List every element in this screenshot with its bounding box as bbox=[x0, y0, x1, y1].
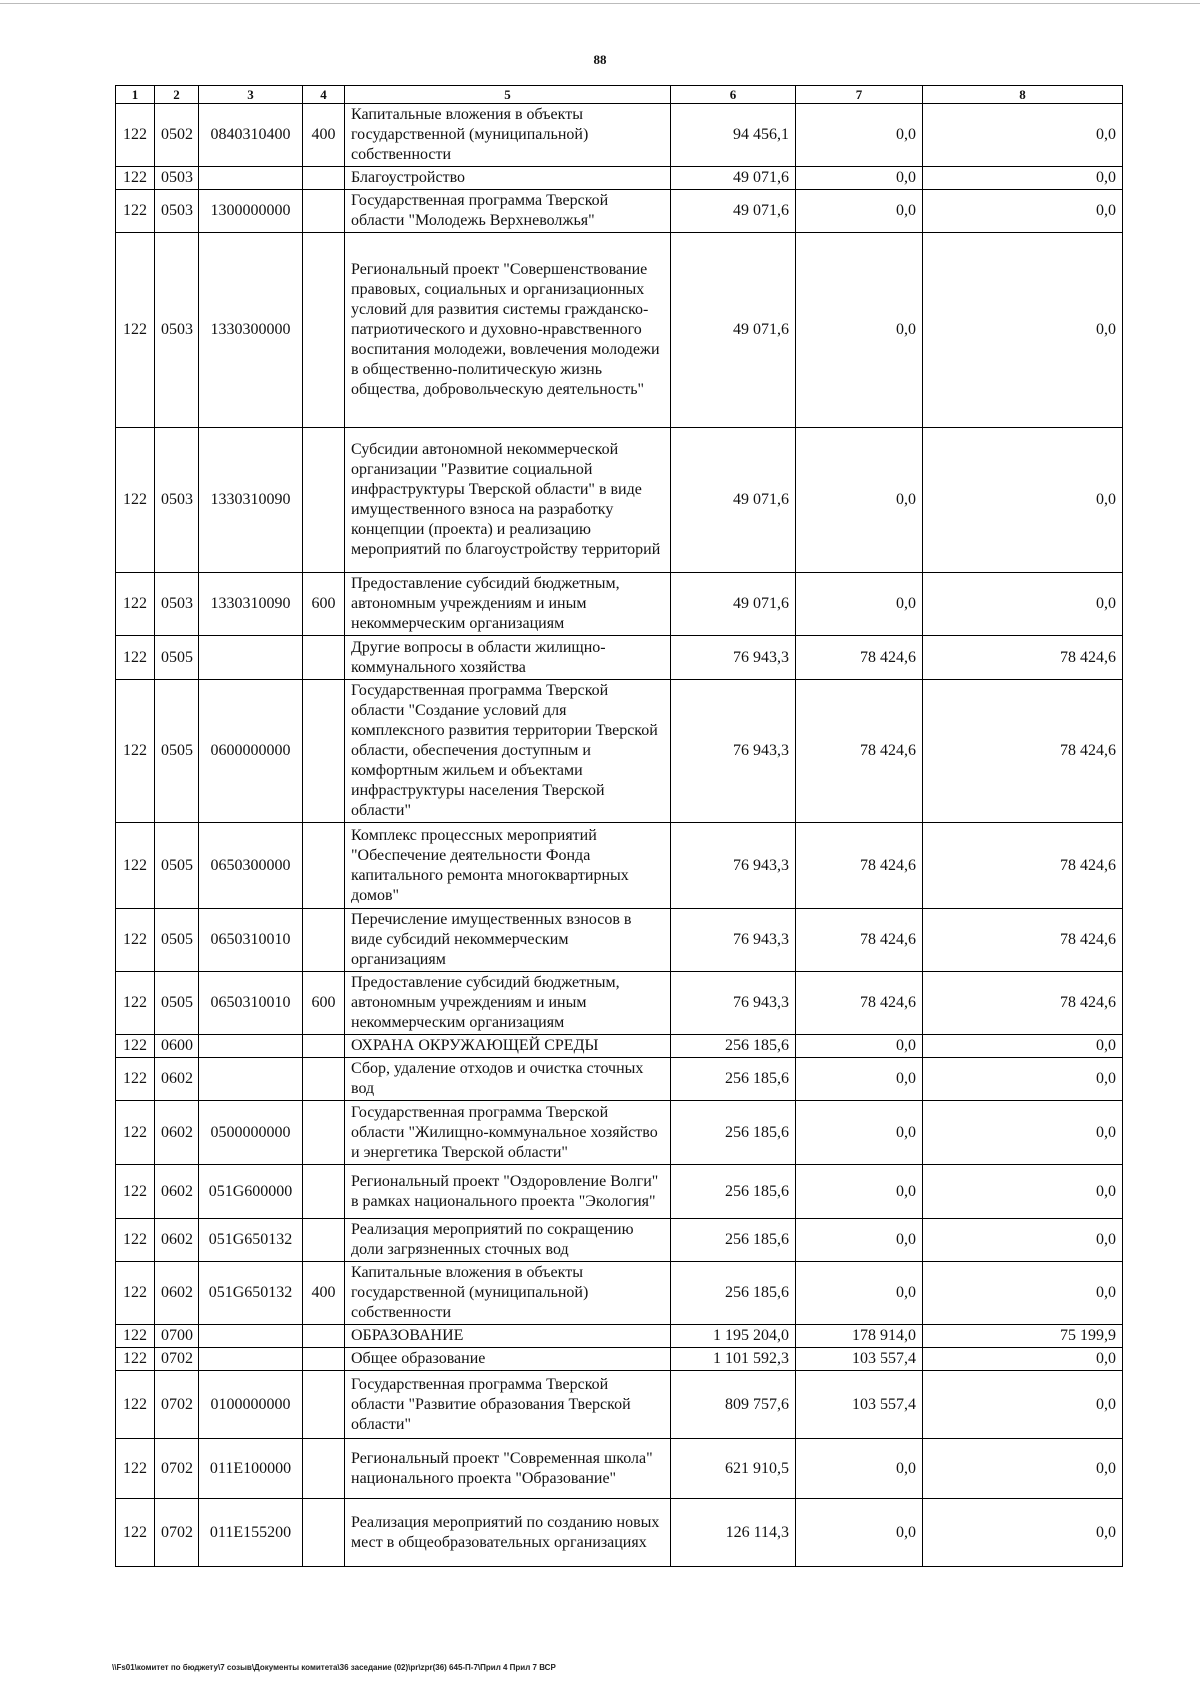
amount-col6-cell: 256 185,6 bbox=[671, 1165, 796, 1219]
item-name-cell: Региональный проект "Совершенствование правовых, социальных и организационных условий для развития системы гражданско-патриотического и духовно-нравственного воспитания молодежи, вовлечения молодежи в общественно-политическую жизнь общества, добровольческую деятельность" bbox=[345, 233, 671, 428]
amount-col7-cell: 0,0 bbox=[796, 1101, 923, 1165]
target-article-cell bbox=[199, 1348, 303, 1371]
amount-col8-cell: 0,0 bbox=[923, 167, 1123, 190]
target-article-cell bbox=[199, 1035, 303, 1058]
expense-type-cell bbox=[303, 1035, 345, 1058]
section-code-cell: 0503 bbox=[155, 233, 199, 428]
amount-col6-cell: 49 071,6 bbox=[671, 233, 796, 428]
target-article-cell: 0650310010 bbox=[199, 972, 303, 1035]
expense-type-cell bbox=[303, 1348, 345, 1371]
amount-col7-cell: 0,0 bbox=[796, 1165, 923, 1219]
section-code-cell: 0602 bbox=[155, 1219, 199, 1262]
amount-col8-cell: 0,0 bbox=[923, 233, 1123, 428]
amount-col7-cell: 78 424,6 bbox=[796, 909, 923, 972]
amount-col6-cell: 621 910,5 bbox=[671, 1439, 796, 1499]
amount-col8-cell: 78 424,6 bbox=[923, 909, 1123, 972]
page-number: 88 bbox=[593, 52, 607, 67]
table-row bbox=[116, 636, 1123, 680]
expense-type-cell: 400 bbox=[303, 104, 345, 167]
amount-col7-cell: 0,0 bbox=[796, 1499, 923, 1567]
item-name-cell: Государственная программа Тверской области "Молодежь Верхневолжья" bbox=[345, 190, 671, 233]
admin-code-cell: 122 bbox=[116, 233, 155, 428]
amount-col7-cell: 78 424,6 bbox=[796, 680, 923, 823]
amount-col6-cell: 49 071,6 bbox=[671, 428, 796, 573]
admin-code-cell: 122 bbox=[116, 1101, 155, 1165]
item-name-cell: Капитальные вложения в объекты государственной (муниципальной) собственности bbox=[345, 104, 671, 167]
section-code-cell: 0700 bbox=[155, 1325, 199, 1348]
admin-code-cell: 122 bbox=[116, 1371, 155, 1439]
amount-col6-cell: 256 185,6 bbox=[671, 1262, 796, 1325]
column-header: 3 bbox=[199, 86, 303, 104]
expense-type-cell: 600 bbox=[303, 972, 345, 1035]
admin-code-cell: 122 bbox=[116, 680, 155, 823]
column-header: 2 bbox=[155, 86, 199, 104]
table-row bbox=[116, 1101, 1123, 1165]
section-code-cell: 0502 bbox=[155, 104, 199, 167]
item-name-cell: Комплекс процессных мероприятий "Обеспечение деятельности Фонда капитального ремонта многоквартирных домов" bbox=[345, 823, 671, 909]
amount-col8-cell: 0,0 bbox=[923, 1499, 1123, 1567]
table-row bbox=[116, 972, 1123, 1035]
expense-type-cell bbox=[303, 233, 345, 428]
amount-col8-cell: 0,0 bbox=[923, 1219, 1123, 1262]
item-name-cell: Предоставление субсидий бюджетным, автономным учреждениям и иным некоммерческим организациям bbox=[345, 573, 671, 636]
item-name-cell: Предоставление субсидий бюджетным, автономным учреждениям и иным некоммерческим организациям bbox=[345, 972, 671, 1035]
amount-col8-cell: 0,0 bbox=[923, 428, 1123, 573]
amount-col7-cell: 0,0 bbox=[796, 1262, 923, 1325]
amount-col7-cell: 0,0 bbox=[796, 190, 923, 233]
budget-table bbox=[115, 85, 1123, 1567]
amount-col8-cell: 78 424,6 bbox=[923, 823, 1123, 909]
target-article-cell: 051G650132 bbox=[199, 1219, 303, 1262]
section-code-cell: 0505 bbox=[155, 680, 199, 823]
table-row bbox=[116, 1262, 1123, 1325]
amount-col6-cell: 76 943,3 bbox=[671, 909, 796, 972]
admin-code-cell: 122 bbox=[116, 1262, 155, 1325]
item-name-cell: Государственная программа Тверской области "Развитие образования Тверской области" bbox=[345, 1371, 671, 1439]
target-article-cell: 1330300000 bbox=[199, 233, 303, 428]
section-code-cell: 0702 bbox=[155, 1348, 199, 1371]
amount-col8-cell: 78 424,6 bbox=[923, 972, 1123, 1035]
amount-col7-cell: 103 557,4 bbox=[796, 1348, 923, 1371]
expense-type-cell bbox=[303, 167, 345, 190]
amount-col8-cell: 0,0 bbox=[923, 1439, 1123, 1499]
amount-col6-cell: 1 195 204,0 bbox=[671, 1325, 796, 1348]
amount-col8-cell: 0,0 bbox=[923, 190, 1123, 233]
file-path-footer: \\Fs01\комитет по бюджету\7 созыв\Документы комитета\36 заседание (02)\pr\zpr(36) 645-П-7\Прил 4 Прил 7 ВСР bbox=[112, 1663, 556, 1672]
section-code-cell: 0602 bbox=[155, 1058, 199, 1101]
amount-col7-cell: 0,0 bbox=[796, 573, 923, 636]
section-code-cell: 0505 bbox=[155, 823, 199, 909]
item-name-cell: Капитальные вложения в объекты государственной (муниципальной) собственности bbox=[345, 1262, 671, 1325]
amount-col7-cell: 0,0 bbox=[796, 1219, 923, 1262]
amount-col6-cell: 126 114,3 bbox=[671, 1499, 796, 1567]
expense-type-cell bbox=[303, 428, 345, 573]
admin-code-cell: 122 bbox=[116, 972, 155, 1035]
target-article-cell: 1330310090 bbox=[199, 573, 303, 636]
amount-col8-cell: 0,0 bbox=[923, 573, 1123, 636]
section-code-cell: 0503 bbox=[155, 428, 199, 573]
amount-col6-cell: 256 185,6 bbox=[671, 1058, 796, 1101]
expense-type-cell bbox=[303, 1219, 345, 1262]
column-header: 6 bbox=[671, 86, 796, 104]
amount-col7-cell: 0,0 bbox=[796, 104, 923, 167]
table-row bbox=[116, 428, 1123, 573]
item-name-cell: Государственная программа Тверской области "Создание условий для комплексного развития территории Тверской области, обеспечения доступным и комфортным жильем и объектами инфраструктуры населения Тверской области" bbox=[345, 680, 671, 823]
admin-code-cell: 122 bbox=[116, 1499, 155, 1567]
scan-top-rule bbox=[0, 3, 1200, 4]
expense-type-cell bbox=[303, 823, 345, 909]
admin-code-cell: 122 bbox=[116, 636, 155, 680]
amount-col6-cell: 809 757,6 bbox=[671, 1371, 796, 1439]
expense-type-cell bbox=[303, 1371, 345, 1439]
admin-code-cell: 122 bbox=[116, 1219, 155, 1262]
column-header: 4 bbox=[303, 86, 345, 104]
item-name-cell: Региональный проект "Оздоровление Волги" в рамках национального проекта "Экология" bbox=[345, 1165, 671, 1219]
amount-col6-cell: 1 101 592,3 bbox=[671, 1348, 796, 1371]
amount-col8-cell: 0,0 bbox=[923, 1101, 1123, 1165]
target-article-cell: 051G650132 bbox=[199, 1262, 303, 1325]
amount-col7-cell: 0,0 bbox=[796, 428, 923, 573]
table-row bbox=[116, 1348, 1123, 1371]
section-code-cell: 0503 bbox=[155, 573, 199, 636]
section-code-cell: 0602 bbox=[155, 1101, 199, 1165]
item-name-cell: ОХРАНА ОКРУЖАЮЩЕЙ СРЕДЫ bbox=[345, 1035, 671, 1058]
amount-col6-cell: 49 071,6 bbox=[671, 573, 796, 636]
amount-col8-cell: 78 424,6 bbox=[923, 680, 1123, 823]
target-article-cell: 1330310090 bbox=[199, 428, 303, 573]
target-article-cell: 011E155200 bbox=[199, 1499, 303, 1567]
column-number-row bbox=[116, 86, 1123, 104]
item-name-cell: Перечисление имущественных взносов в виде субсидий некоммерческим организациям bbox=[345, 909, 671, 972]
target-article-cell: 051G600000 bbox=[199, 1165, 303, 1219]
admin-code-cell: 122 bbox=[116, 573, 155, 636]
section-code-cell: 0602 bbox=[155, 1165, 199, 1219]
expense-type-cell bbox=[303, 680, 345, 823]
admin-code-cell: 122 bbox=[116, 428, 155, 573]
section-code-cell: 0702 bbox=[155, 1499, 199, 1567]
admin-code-cell: 122 bbox=[116, 1325, 155, 1348]
table-row bbox=[116, 1058, 1123, 1101]
expense-type-cell bbox=[303, 1101, 345, 1165]
amount-col7-cell: 78 424,6 bbox=[796, 972, 923, 1035]
table-row bbox=[116, 1439, 1123, 1499]
section-code-cell: 0602 bbox=[155, 1262, 199, 1325]
target-article-cell bbox=[199, 167, 303, 190]
expense-type-cell bbox=[303, 1439, 345, 1499]
table-row bbox=[116, 909, 1123, 972]
section-code-cell: 0505 bbox=[155, 909, 199, 972]
item-name-cell: Субсидии автономной некоммерческой организации "Развитие социальной инфраструктуры Тверской области" в виде имущественного взноса на разработку концепции (проекта) и реализацию мероприятий по благоустройству территорий bbox=[345, 428, 671, 573]
amount-col8-cell: 78 424,6 bbox=[923, 636, 1123, 680]
expense-type-cell bbox=[303, 190, 345, 233]
item-name-cell: Реализация мероприятий по сокращению доли загрязненных сточных вод bbox=[345, 1219, 671, 1262]
amount-col7-cell: 0,0 bbox=[796, 1058, 923, 1101]
column-header: 7 bbox=[796, 86, 923, 104]
amount-col8-cell: 0,0 bbox=[923, 1165, 1123, 1219]
amount-col7-cell: 0,0 bbox=[796, 1035, 923, 1058]
section-code-cell: 0505 bbox=[155, 636, 199, 680]
item-name-cell: ОБРАЗОВАНИЕ bbox=[345, 1325, 671, 1348]
amount-col6-cell: 76 943,3 bbox=[671, 972, 796, 1035]
expense-type-cell bbox=[303, 636, 345, 680]
amount-col7-cell: 103 557,4 bbox=[796, 1371, 923, 1439]
amount-col8-cell: 0,0 bbox=[923, 104, 1123, 167]
admin-code-cell: 122 bbox=[116, 1165, 155, 1219]
admin-code-cell: 122 bbox=[116, 167, 155, 190]
expense-type-cell bbox=[303, 1499, 345, 1567]
amount-col8-cell: 75 199,9 bbox=[923, 1325, 1123, 1348]
section-code-cell: 0600 bbox=[155, 1035, 199, 1058]
amount-col8-cell: 0,0 bbox=[923, 1348, 1123, 1371]
item-name-cell: Реализация мероприятий по созданию новых мест в общеобразовательных организациях bbox=[345, 1499, 671, 1567]
table-row bbox=[116, 1371, 1123, 1439]
target-article-cell bbox=[199, 1325, 303, 1348]
item-name-cell: Общее образование bbox=[345, 1348, 671, 1371]
table-body bbox=[116, 104, 1123, 1567]
admin-code-cell: 122 bbox=[116, 1439, 155, 1499]
expense-type-cell bbox=[303, 909, 345, 972]
target-article-cell: 0840310400 bbox=[199, 104, 303, 167]
table-row bbox=[116, 1499, 1123, 1567]
item-name-cell: Благоустройство bbox=[345, 167, 671, 190]
amount-col6-cell: 49 071,6 bbox=[671, 167, 796, 190]
admin-code-cell: 122 bbox=[116, 1035, 155, 1058]
amount-col8-cell: 0,0 bbox=[923, 1035, 1123, 1058]
amount-col6-cell: 94 456,1 bbox=[671, 104, 796, 167]
section-code-cell: 0702 bbox=[155, 1439, 199, 1499]
item-name-cell: Другие вопросы в области жилищно-коммунального хозяйства bbox=[345, 636, 671, 680]
amount-col6-cell: 76 943,3 bbox=[671, 636, 796, 680]
amount-col6-cell: 256 185,6 bbox=[671, 1101, 796, 1165]
section-code-cell: 0503 bbox=[155, 167, 199, 190]
amount-col7-cell: 78 424,6 bbox=[796, 636, 923, 680]
table-row bbox=[116, 1035, 1123, 1058]
table-row bbox=[116, 1325, 1123, 1348]
expense-type-cell bbox=[303, 1325, 345, 1348]
column-header: 1 bbox=[116, 86, 155, 104]
amount-col6-cell: 76 943,3 bbox=[671, 823, 796, 909]
expense-type-cell: 600 bbox=[303, 573, 345, 636]
item-name-cell: Государственная программа Тверской области "Жилищно-коммунальное хозяйство и энергетика Тверской области" bbox=[345, 1101, 671, 1165]
target-article-cell: 011E100000 bbox=[199, 1439, 303, 1499]
admin-code-cell: 122 bbox=[116, 190, 155, 233]
table-row bbox=[116, 680, 1123, 823]
table-row bbox=[116, 823, 1123, 909]
expense-type-cell bbox=[303, 1058, 345, 1101]
column-header: 8 bbox=[923, 86, 1123, 104]
target-article-cell: 0650300000 bbox=[199, 823, 303, 909]
table-row bbox=[116, 167, 1123, 190]
amount-col8-cell: 0,0 bbox=[923, 1262, 1123, 1325]
table-row bbox=[116, 104, 1123, 167]
admin-code-cell: 122 bbox=[116, 104, 155, 167]
amount-col6-cell: 256 185,6 bbox=[671, 1219, 796, 1262]
admin-code-cell: 122 bbox=[116, 1348, 155, 1371]
item-name-cell: Сбор, удаление отходов и очистка сточных вод bbox=[345, 1058, 671, 1101]
target-article-cell: 0100000000 bbox=[199, 1371, 303, 1439]
amount-col7-cell: 0,0 bbox=[796, 233, 923, 428]
amount-col8-cell: 0,0 bbox=[923, 1058, 1123, 1101]
table-row bbox=[116, 233, 1123, 428]
admin-code-cell: 122 bbox=[116, 823, 155, 909]
amount-col6-cell: 76 943,3 bbox=[671, 680, 796, 823]
amount-col6-cell: 256 185,6 bbox=[671, 1035, 796, 1058]
table-row bbox=[116, 1165, 1123, 1219]
expense-type-cell bbox=[303, 1165, 345, 1219]
item-name-cell: Региональный проект "Современная школа" национального проекта "Образование" bbox=[345, 1439, 671, 1499]
amount-col7-cell: 78 424,6 bbox=[796, 823, 923, 909]
section-code-cell: 0503 bbox=[155, 190, 199, 233]
amount-col8-cell: 0,0 bbox=[923, 1371, 1123, 1439]
target-article-cell bbox=[199, 1058, 303, 1101]
target-article-cell: 0500000000 bbox=[199, 1101, 303, 1165]
expense-type-cell: 400 bbox=[303, 1262, 345, 1325]
target-article-cell: 0600000000 bbox=[199, 680, 303, 823]
target-article-cell: 1300000000 bbox=[199, 190, 303, 233]
amount-col6-cell: 49 071,6 bbox=[671, 190, 796, 233]
target-article-cell: 0650310010 bbox=[199, 909, 303, 972]
admin-code-cell: 122 bbox=[116, 1058, 155, 1101]
section-code-cell: 0505 bbox=[155, 972, 199, 1035]
column-header: 5 bbox=[345, 86, 671, 104]
amount-col7-cell: 0,0 bbox=[796, 1439, 923, 1499]
amount-col7-cell: 0,0 bbox=[796, 167, 923, 190]
target-article-cell bbox=[199, 636, 303, 680]
table-row bbox=[116, 1219, 1123, 1262]
amount-col7-cell: 178 914,0 bbox=[796, 1325, 923, 1348]
section-code-cell: 0702 bbox=[155, 1371, 199, 1439]
table-row bbox=[116, 190, 1123, 233]
admin-code-cell: 122 bbox=[116, 909, 155, 972]
table-row bbox=[116, 573, 1123, 636]
